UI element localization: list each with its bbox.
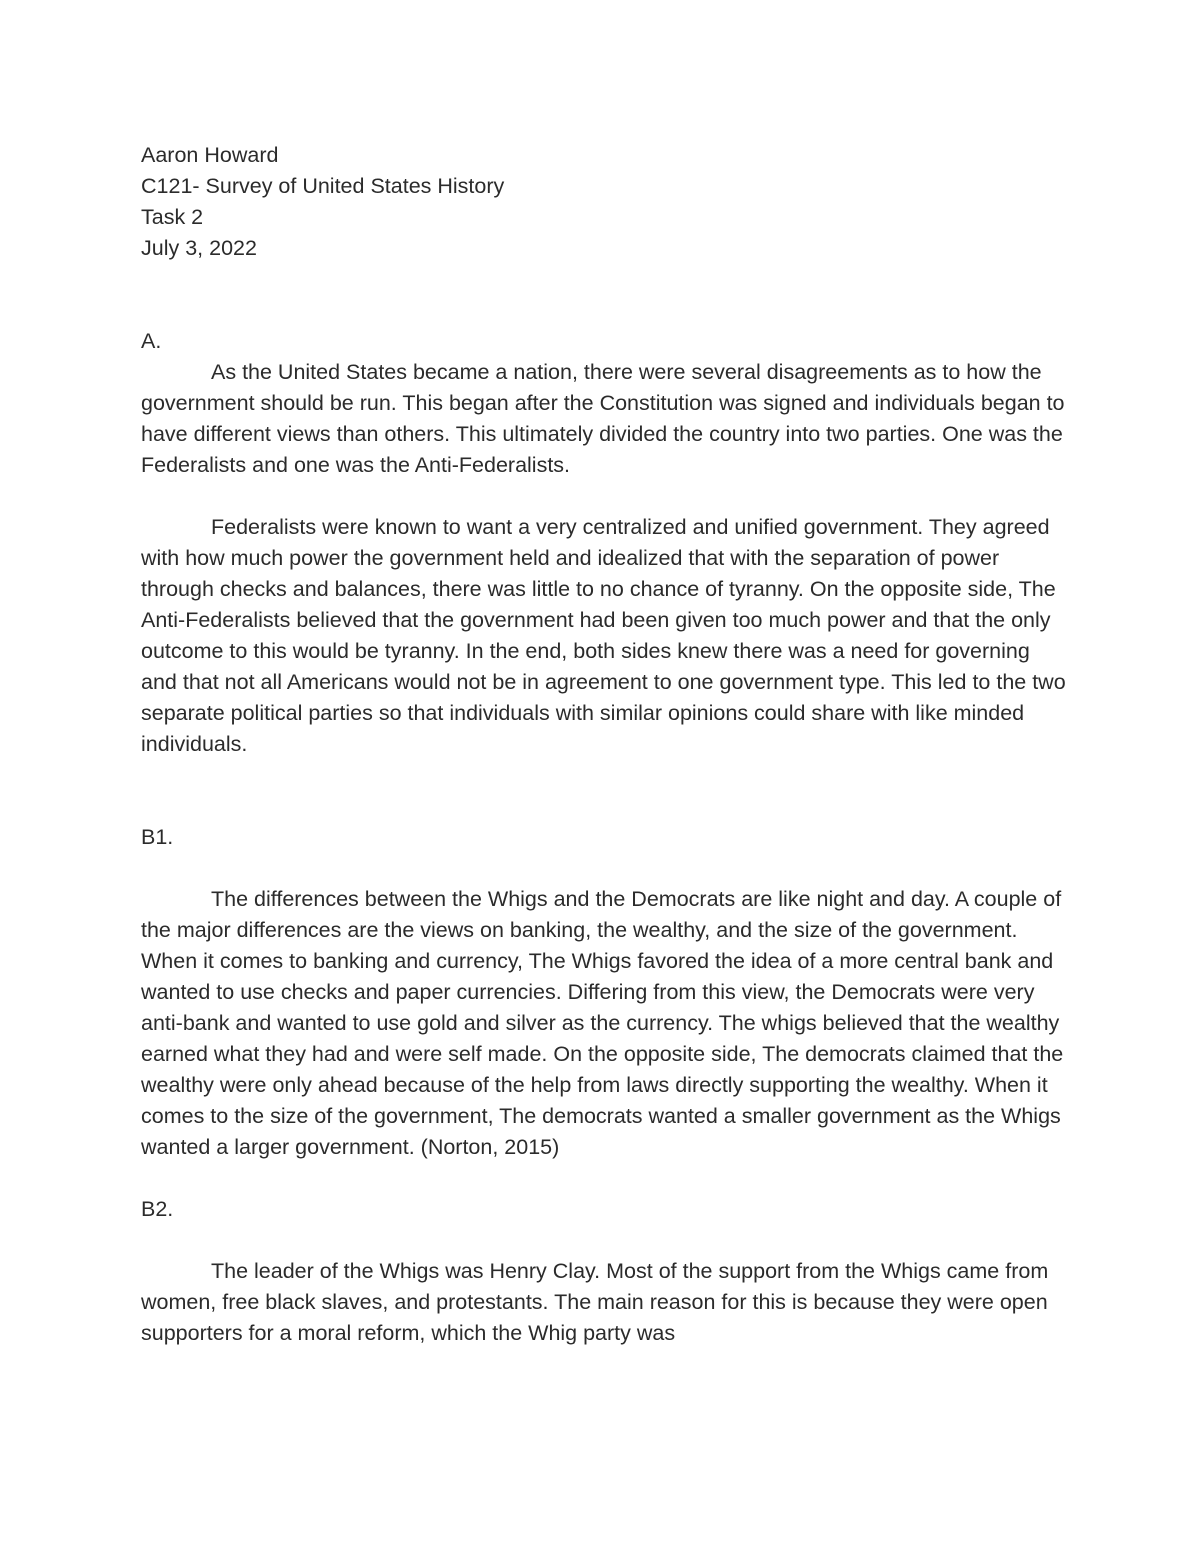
document-date: July 3, 2022 (141, 236, 257, 260)
section-a-paragraph-2: Federalists were known to want a very centralized and unified government. They agreed with how much power the government held and idealized that with the separation of power through checks and balances, there was little to no chance of tyranny. On the opposite side, The Anti-Federalists believed that the government had been given too much power and that the only outcome to this would be tyranny. In the end, both sides knew there was a need for governing and that not all Americans would not be in agreement to one government type. This led to the two separate political parties so that individuals with similar opinions could share with like minded individuals. (141, 515, 1066, 756)
spacer (141, 1225, 1066, 1256)
spacer (141, 264, 1066, 326)
task-label: Task 2 (141, 205, 204, 229)
spacer (141, 1163, 1066, 1194)
spacer (141, 481, 1066, 512)
section-b1-heading: B1. (141, 825, 174, 849)
course-title: C121- Survey of United States History (141, 174, 505, 198)
document-body (141, 140, 1066, 1349)
section-a-heading: A. (141, 329, 162, 353)
section-a-paragraph-1: As the United States became a nation, there were several disagreements as to how the government should be run. This began after the Constitution was signed and individuals began to have different views than others. This ultimately divided the country into two parties. One was the Federalists and one was the Anti-Federalists. (141, 360, 1065, 477)
section-b2-heading: B2. (141, 1197, 174, 1221)
section-b2-paragraph-1: The leader of the Whigs was Henry Clay. Most of the support from the Whigs came from women, free black slaves, and protestants. The main reason for this is because they were open supporters for a moral reform, which the Whig party was (141, 1259, 1049, 1345)
spacer (141, 853, 1066, 884)
section-b1-paragraph-1: The differences between the Whigs and the Democrats are like night and day. A couple of the major differences are the views on banking, the wealthy, and the size of the government. When it comes to banking and currency, The Whigs favored the idea of a more central bank and wanted to use checks and paper currencies. Differing from this view, the Democrats were very anti-bank and wanted to use gold and silver as the currency. The whigs believed that the wealthy earned what they had and were self made. On the opposite side, The democrats claimed that the wealthy were only ahead because of the help from laws directly supporting the wealthy. When it comes to the size of the government, The democrats wanted a smaller government as the Whigs wanted a larger government. (Norton, 2015) (141, 887, 1064, 1159)
author-name: Aaron Howard (141, 143, 279, 167)
spacer (141, 760, 1066, 822)
